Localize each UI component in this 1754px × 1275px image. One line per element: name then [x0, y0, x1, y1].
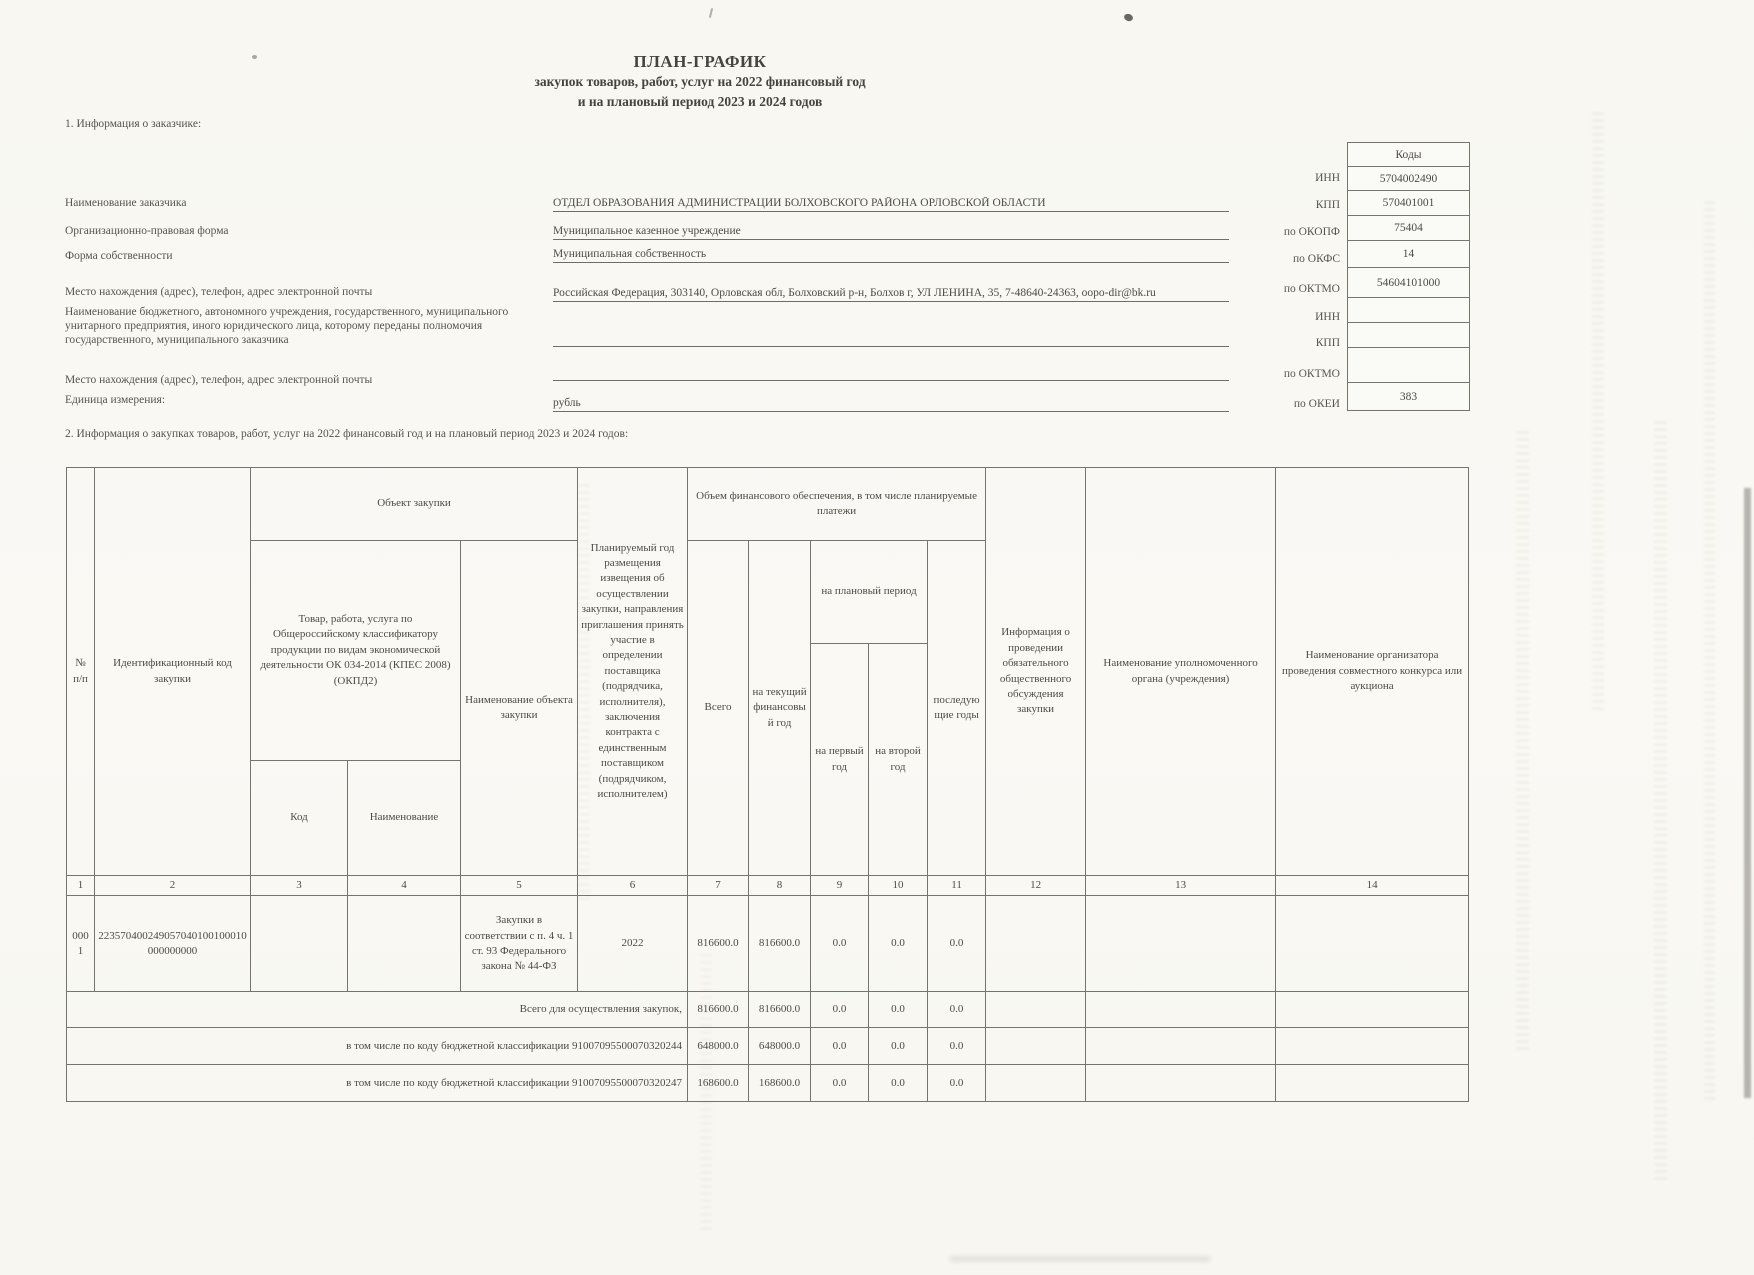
field-label-delegated-entity: Наименование бюджетного, автономного учреждения, государственного, муниципального унитарного предприятия, иного юридического лица, которому переданы полномочия государственного, муниципального заказчика: [65, 306, 509, 346]
header-joint-organizer: Наименование организатора проведения совместного конкурса или аукциона: [1276, 468, 1469, 876]
cell-subsequent: 0.0: [928, 896, 986, 992]
summary-first: 0.0: [811, 1028, 869, 1065]
summary-label-total: Всего для осуществления закупок,: [67, 992, 688, 1028]
scan-artifact: [1592, 110, 1604, 710]
codes-label-oktmo-2: по ОКТМО: [1283, 368, 1340, 380]
header-discussion: Информация о проведении обязательного общественного обсуждения закупки: [986, 468, 1086, 876]
summary-second: 0.0: [869, 992, 928, 1028]
col-number: 12: [986, 876, 1086, 896]
col-number: 11: [928, 876, 986, 896]
header-planned-year: Планируемый год размещения извещения об осуществлении закупки, направления приглашения принять участие в определении поставщика (подрядчика, исполнителя), заключения контракта с единственным поставщиком (подрядчиком, исполнителем): [578, 468, 688, 876]
summary-second: 0.0: [869, 1028, 928, 1065]
cell-first-year: 0.0: [811, 896, 869, 992]
cell-empty: [986, 1065, 1086, 1102]
col-number: 3: [251, 876, 348, 896]
codes-value-kpp: 570401001: [1347, 190, 1470, 216]
field-value-legal-form: Муниципальное казенное учреждение: [553, 225, 1229, 240]
scan-speck: [1123, 13, 1134, 22]
codes-label-okopf: по ОКОПФ: [1283, 226, 1340, 238]
summary-subsequent: 0.0: [928, 1028, 986, 1065]
codes-label-okfs: по ОКФС: [1292, 253, 1340, 265]
field-label-ownership-form: Форма собственности: [65, 250, 173, 262]
cell-authorized: [1086, 896, 1276, 992]
summary-total: 168600.0: [688, 1065, 749, 1102]
cell-empty: [1086, 992, 1276, 1028]
cell-discussion: [986, 896, 1086, 992]
codes-value-kpp-2: [1347, 322, 1470, 348]
document-title-block: [0, 52, 1400, 112]
header-authorized-org: Наименование уполномоченного органа (учреждения): [1086, 468, 1276, 876]
field-label-legal-form: Организационно-правовая форма: [65, 225, 229, 237]
codes-table: [1347, 143, 1470, 411]
summary-subsequent: 0.0: [928, 1065, 986, 1102]
codes-label-inn: ИНН: [1315, 172, 1340, 184]
header-second-year: на второй год: [869, 644, 928, 876]
document-subtitle-line1: закупок товаров, работ, услуг на 2022 финансовый год: [534, 74, 866, 89]
header-object-name: Наименование объекта закупки: [461, 541, 578, 876]
cell-empty: [1276, 1065, 1469, 1102]
summary-total: 816600.0: [688, 992, 749, 1028]
field-label-address: Место нахождения (адрес), телефон, адрес электронной почты: [65, 286, 373, 298]
codes-value-inn: 5704002490: [1347, 166, 1470, 191]
summary-label-kbk-0247: в том числе по коду бюджетной классификации 91007095500070320247: [67, 1065, 688, 1102]
summary-current: 648000.0: [749, 1028, 811, 1065]
col-number: 5: [461, 876, 578, 896]
header-ikz: Идентификационный код закупки: [95, 468, 251, 876]
codes-value-oktmo-2: [1347, 347, 1470, 383]
summary-label-kbk-0244: в том числе по коду бюджетной классификации 91007095500070320244: [67, 1028, 688, 1065]
codes-header-cell: Коды: [1347, 142, 1470, 167]
document-title: ПЛАН-ГРАФИК: [633, 52, 767, 71]
header-okpd-code: Код: [251, 761, 348, 876]
col-number: 13: [1086, 876, 1276, 896]
summary-first: 0.0: [811, 992, 869, 1028]
header-first-year: на первый год: [811, 644, 869, 876]
col-number: 2: [95, 876, 251, 896]
cell-empty: [1086, 1065, 1276, 1102]
section2-heading: 2. Информация о закупках товаров, работ, услуг на 2022 финансовый год и на плановый период 2023 и 2024 годов:: [65, 428, 629, 440]
cell-empty: [986, 1028, 1086, 1065]
header-okpd-name: Наименование: [348, 761, 461, 876]
scan-smudge: [950, 1256, 1210, 1262]
codes-label-kpp-2: КПП: [1315, 337, 1340, 349]
col-number: 10: [869, 876, 928, 896]
summary-first: 0.0: [811, 1065, 869, 1102]
cell-empty: [1276, 1028, 1469, 1065]
section1-heading: 1. Информация о заказчике:: [65, 118, 202, 130]
header-object: Объект закупки: [251, 468, 578, 541]
header-okpd2: Товар, работа, услуга по Общероссийскому классификатору продукции по видам экономической деятельности ОК 034-2014 (КПЕС 2008) (ОКПД2): [251, 541, 461, 761]
header-subsequent-years: последующие годы: [928, 541, 986, 876]
cell-year: 2022: [578, 896, 688, 992]
codes-value-inn-2: [1347, 297, 1470, 323]
col-number: 9: [811, 876, 869, 896]
cell-row-num: 0001: [67, 896, 95, 992]
cell-okpd-name: [348, 896, 461, 992]
col-number: 8: [749, 876, 811, 896]
codes-label-inn-2: ИНН: [1315, 311, 1340, 323]
field-value-delegated-entity: [553, 332, 1229, 347]
header-planning-period: на плановый период: [811, 541, 928, 644]
scan-speck: [709, 8, 713, 18]
field-value-address-2: [553, 366, 1229, 381]
col-number: 14: [1276, 876, 1469, 896]
cell-organizer: [1276, 896, 1469, 992]
header-num: № п/п: [67, 468, 95, 876]
field-value-unit-of-measure: рубль: [553, 397, 1229, 412]
header-current-year: на текущий финансовый год: [749, 541, 811, 876]
codes-value-okei: 383: [1347, 382, 1470, 411]
col-number: 4: [348, 876, 461, 896]
codes-label-oktmo: по ОКТМО: [1283, 283, 1340, 295]
col-number: 7: [688, 876, 749, 896]
field-label-unit-of-measure: Единица измерения:: [65, 394, 166, 406]
codes-label-kpp: КПП: [1315, 199, 1340, 211]
summary-current: 816600.0: [749, 992, 811, 1028]
document-subtitle-line2: и на плановый период 2023 и 2024 годов: [577, 94, 823, 109]
field-value-customer-name: ОТДЕЛ ОБРАЗОВАНИЯ АДМИНИСТРАЦИИ БОЛХОВСКОГО РАЙОНА ОРЛОВСКОЙ ОБЛАСТИ: [553, 197, 1229, 212]
summary-second: 0.0: [869, 1065, 928, 1102]
col-number: 1: [67, 876, 95, 896]
field-value-ownership-form: Муниципальная собственность: [553, 248, 1229, 263]
cell-ikz: 223570400249057040100100010000000000: [95, 896, 251, 992]
codes-value-oktmo: 54604101000: [1347, 267, 1470, 298]
scan-artifact: [1654, 420, 1667, 1180]
summary-total: 648000.0: [688, 1028, 749, 1065]
header-total: Всего: [688, 541, 749, 876]
cell-empty: [1086, 1028, 1276, 1065]
field-value-address: Российская Федерация, 303140, Орловская обл, Болховский р-н, Болхов г, УЛ ЛЕНИНА, 35, 7-48640-24363, oopo-dir@bk.ru: [553, 287, 1229, 302]
scan-artifact: [1704, 200, 1715, 1100]
codes-value-okfs: 14: [1347, 240, 1470, 268]
cell-empty: [1276, 992, 1469, 1028]
cell-empty: [986, 992, 1086, 1028]
summary-current: 168600.0: [749, 1065, 811, 1102]
scan-edge-streak: [1744, 488, 1751, 1098]
summary-subsequent: 0.0: [928, 992, 986, 1028]
cell-second-year: 0.0: [869, 896, 928, 992]
field-label-customer-name: Наименование заказчика: [65, 197, 187, 209]
scan-artifact: [1516, 430, 1529, 1050]
field-label-address-2: Место нахождения (адрес), телефон, адрес электронной почты: [65, 374, 373, 386]
codes-value-okopf: 75404: [1347, 215, 1470, 241]
procurement-table: [66, 467, 1469, 1102]
col-number: 6: [578, 876, 688, 896]
codes-label-okei: по ОКЕИ: [1293, 398, 1340, 410]
cell-total: 816600.0: [688, 896, 749, 992]
cell-current: 816600.0: [749, 896, 811, 992]
cell-okpd-code: [251, 896, 348, 992]
cell-object-name: Закупки в соответствии с п. 4 ч. 1 ст. 93 Федерального закона № 44-ФЗ: [461, 896, 578, 992]
header-finance: Объем финансового обеспечения, в том числе планируемые платежи: [688, 468, 986, 541]
